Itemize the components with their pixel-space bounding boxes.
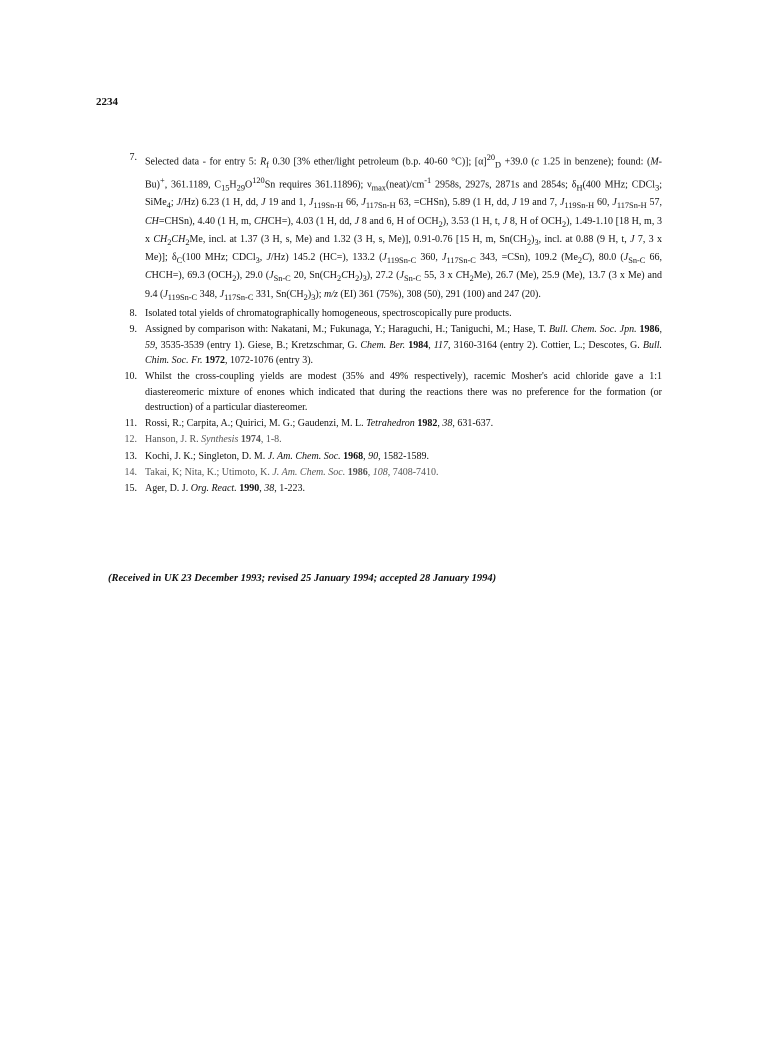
received-dates-note: (Received in UK 23 December 1993; revised 25 January 1994; accepted 28 January 1994) bbox=[108, 573, 497, 584]
reference-text: Assigned by comparison with: Nakatani, M.; Fukunaga, Y.; Haraguchi, H.; Taniguchi, M.; Hase, T. Bull. Chem. Soc. Jpn. 1986, 59, 3535-3539 (entry 1). Giese, B.; Kretzschmar, G. Chem. Ber. 1984, 117, 3160-3164 (entry 2). Cottier, L.; Descotes, G. Bull. Chim. Soc. Fr. 1972, 1072-1076 (entry 3). bbox=[145, 324, 663, 366]
reference-10 bbox=[112, 369, 662, 415]
reference-number: 11. bbox=[124, 418, 137, 430]
reference-number: 7. bbox=[129, 152, 137, 163]
reference-text: Ager, D. J. Org. React. 1990, 38, 1-223. bbox=[145, 483, 306, 495]
reference-number: 13. bbox=[124, 450, 137, 462]
reference-text: Rossi, R.; Carpita, A.; Quirici, M. G.; Gaudenzi, M. L. Tetrahedron 1982, 38, 631-637. bbox=[145, 418, 494, 430]
reference-11 bbox=[112, 416, 662, 431]
reference-9 bbox=[112, 322, 662, 368]
reference-number: 9. bbox=[129, 324, 137, 336]
reference-number: 14. bbox=[124, 467, 137, 478]
reference-13 bbox=[112, 449, 662, 464]
reference-number: 10. bbox=[124, 371, 137, 383]
reference-number: 12. bbox=[124, 434, 137, 446]
reference-7 bbox=[112, 150, 662, 305]
reference-15 bbox=[112, 481, 662, 496]
reference-text: Hanson, J. R. Synthesis 1974, 1-8. bbox=[145, 434, 282, 446]
reference-12 bbox=[112, 432, 662, 447]
reference-list bbox=[112, 150, 662, 498]
reference-text: Takai, K; Nita, K.; Utimoto, K. J. Am. Chem. Soc. 1986, 108, 7408-7410. bbox=[145, 467, 439, 478]
reference-text: Isolated total yields of chromatographically homogeneous, spectroscopically pure products. bbox=[145, 308, 512, 320]
reference-text: Selected data - for entry 5: $R_f$ 0.30 [3% ether/light petroleum (b.p. 40-60 °C)]; $[\alpha]^{20}_D +39.0$ (c 1.25 in benzene); found: (M-Bu)+, 361.1189, $C_{15}H_{29}O^{120}Sn$ requires 361.11896); $\nu_{max}(neat)/cm^{-1}$ 2958s, 2927s, 2871s and 2854s; $\delta_H(400$ MHz; CDCl$_3$; SiMe$_4$; J/Hz) 6.23 (1 H, dd, J 19 and 1, $J_{119Sn-H}$ 66, $J_{117Sn-H}$ 63, =CHSn), 5.89 (1 H, dd, J 19 and 7, $J_{119Sn-H}$ 60, $J_{117Sn-H}$ 57, CH=CHSn), 4.40 (1 H, m, CHCH=), 4.03 (1 H, dd, J 8 and 6, H of $OCH_2$), 3.53 (1 H, t, J 8, H of $OCH_2$), 1.49-1.10 [18 H, m, 3 x $CH_2CH_2Me$, incl. at 1.37 (3 H, s, Me) and 1.32 (3 H, s, Me)], 0.91-0.76 [15 H, m, $Sn(CH_2)_3$, incl. at 0.88 (9 H, t, J 7, 3 x Me)]; $\delta_C(100$ MHz; CDCl$_3$, J/Hz) 145.2 (HC=), 133.2 ($J_{119Sn-C}$ 360, $J_{117Sn-C}$ 343, =CSn), 109.2 $(Me_2C)$, 80.0 ($J_{Sn-C}$ 66, CHCH=), 69.3 $(OCH_2)$, 29.0 ($J_{Sn-C}$ 20, $Sn(CH_2CH_2)_3$), 27.2 ($J_{Sn-C}$ 55, 3 x $CH_2Me$), 26.7 (Me), 25.9 (Me), 13.7 (3 x Me) and 9.4 ($J_{119Sn-C}$ 348, $J_{117Sn-C}$ 331, $Sn(CH_2)_3$); m/z (EI) 361 (75%), 308 (50), 291 (100) and 247 (20). bbox=[145, 153, 663, 302]
reference-number: 8. bbox=[129, 308, 137, 320]
page-number: 2234 bbox=[96, 96, 118, 108]
reference-text: Whilst the cross-coupling yields are modest (35% and 49% respectively), racemic Mosher's acid chloride gave a 1:1 diastereomeric mixture of enones which indicated that during the reactions there was no preference for the formation (or destruction) of a particular diastereomer. bbox=[145, 371, 662, 413]
reference-14 bbox=[112, 465, 662, 480]
reference-8 bbox=[112, 306, 662, 321]
reference-text: Kochi, J. K.; Singleton, D. M. J. Am. Chem. Soc. 1968, 90, 1582-1589. bbox=[145, 450, 429, 462]
reference-number: 15. bbox=[124, 483, 137, 495]
